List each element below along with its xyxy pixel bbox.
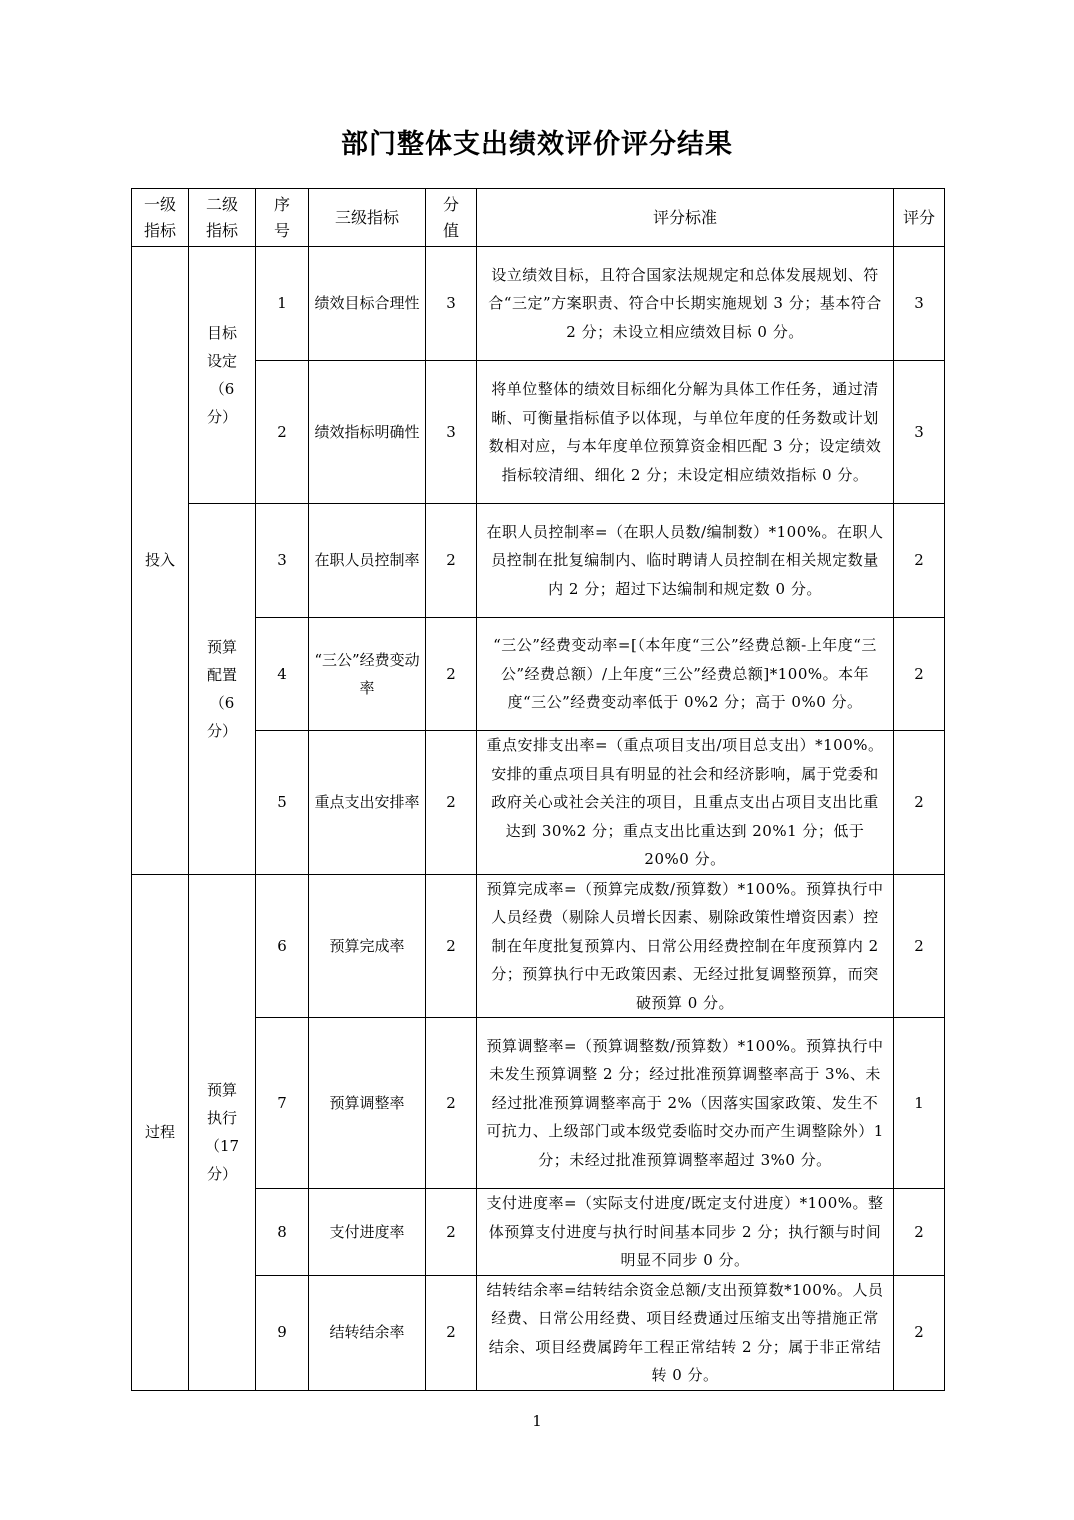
group-budget-allocation: 预算 配置 （6 分） <box>189 504 256 875</box>
row-seq: 8 <box>256 1189 309 1276</box>
row-indicator: 重点支出安排率 <box>309 731 426 875</box>
row-score: 2 <box>894 1189 945 1276</box>
row-indicator: 绩效指标明确性 <box>309 361 426 504</box>
row-criteria: “三公”经费变动率=[（本年度“三公”经费总额-上年度“三公”经费总额）/上年度“三公”经费总额]*100%。本年度“三公”经费变动率低于 0%2 分；高于 0%0 分。 <box>477 618 894 731</box>
group-process: 过程 <box>132 874 189 1390</box>
row-criteria: 将单位整体的绩效目标细化分解为具体工作任务，通过清晰、可衡量指标值予以体现，与单位年度的任务数或计划数相对应，与本年度单位预算资金相匹配 3 分；设定绩效指标较清细、细化 2 分；未设定相应绩效指标 0 分。 <box>477 361 894 504</box>
group-budget-execution: 预算 执行 （17 分） <box>189 874 256 1390</box>
header-weight: 分 值 <box>426 189 477 247</box>
row-score: 2 <box>894 874 945 1018</box>
group-target-setting: 目标 设定 （6 分） <box>189 247 256 504</box>
row-weight: 2 <box>426 504 477 618</box>
row-weight: 2 <box>426 731 477 875</box>
header-seq: 序 号 <box>256 189 309 247</box>
table-row <box>132 874 945 1018</box>
page-number: 1 <box>532 1412 542 1430</box>
row-weight: 3 <box>426 247 477 361</box>
header-score: 评分 <box>894 189 945 247</box>
row-seq: 5 <box>256 731 309 875</box>
row-seq: 9 <box>256 1275 309 1390</box>
row-score: 3 <box>894 361 945 504</box>
row-indicator: 在职人员控制率 <box>309 504 426 618</box>
header-criteria: 评分标准 <box>477 189 894 247</box>
header-level1: 一级 指标 <box>132 189 189 247</box>
score-table <box>131 188 945 1391</box>
row-seq: 4 <box>256 618 309 731</box>
row-indicator: 预算调整率 <box>309 1018 426 1189</box>
row-seq: 6 <box>256 874 309 1018</box>
row-seq: 3 <box>256 504 309 618</box>
row-weight: 2 <box>426 874 477 1018</box>
header-level2: 二级 指标 <box>189 189 256 247</box>
row-score: 2 <box>894 504 945 618</box>
table-header-row <box>132 189 945 247</box>
header-level3: 三级指标 <box>309 189 426 247</box>
row-criteria: 设立绩效目标，且符合国家法规规定和总体发展规划、符合“三定”方案职责、符合中长期实施规划 3 分；基本符合 2 分；未设立相应绩效目标 0 分。 <box>477 247 894 361</box>
row-criteria: 预算完成率=（预算完成数/预算数）*100%。预算执行中人员经费（剔除人员增长因素、剔除政策性增资因素）控制在年度批复预算内、日常公用经费控制在年度预算内 2 分；预算执行中无政策因素、无经过批复调整预算，而突破预算 0 分。 <box>477 874 894 1018</box>
row-weight: 2 <box>426 1275 477 1390</box>
row-seq: 2 <box>256 361 309 504</box>
row-weight: 2 <box>426 1189 477 1276</box>
row-indicator: 结转结余率 <box>309 1275 426 1390</box>
row-criteria: 在职人员控制率=（在职人员数/编制数）*100%。在职人员控制在批复编制内、临时聘请人员控制在相关规定数量内 2 分；超过下达编制和规定数 0 分。 <box>477 504 894 618</box>
document-title: 部门整体支出绩效评价评分结果 <box>341 129 733 160</box>
row-indicator: “三公”经费变动率 <box>309 618 426 731</box>
table-row <box>132 247 945 361</box>
row-weight: 2 <box>426 618 477 731</box>
row-seq: 7 <box>256 1018 309 1189</box>
table-row <box>132 504 945 618</box>
group-input: 投入 <box>132 247 189 875</box>
row-criteria: 支付进度率=（实际支付进度/既定支付进度）*100%。整体预算支付进度与执行时间基本同步 2 分；执行额与时间明显不同步 0 分。 <box>477 1189 894 1276</box>
row-weight: 2 <box>426 1018 477 1189</box>
row-criteria: 结转结余率=结转结余资金总额/支出预算数*100%。人员经费、日常公用经费、项目经费通过压缩支出等措施正常结余、项目经费属跨年工程正常结转 2 分；属于非正常结转 0 分。 <box>477 1275 894 1390</box>
row-score: 2 <box>894 731 945 875</box>
row-indicator: 绩效目标合理性 <box>309 247 426 361</box>
row-score: 2 <box>894 618 945 731</box>
row-seq: 1 <box>256 247 309 361</box>
row-indicator: 预算完成率 <box>309 874 426 1018</box>
row-score: 1 <box>894 1018 945 1189</box>
row-criteria: 预算调整率=（预算调整数/预算数）*100%。预算执行中未发生预算调整 2 分；经过批准预算调整率高于 3%、未经过批准预算调整率高于 2%（因落实国家政策、发生不可抗力、上级部门或本级党委临时交办而产生调整除外）1 分；未经过批准预算调整率超过 3%0 分。 <box>477 1018 894 1189</box>
row-score: 3 <box>894 247 945 361</box>
row-indicator: 支付进度率 <box>309 1189 426 1276</box>
row-criteria: 重点安排支出率=（重点项目支出/项目总支出）*100%。安排的重点项目具有明显的社会和经济影响，属于党委和政府关心或社会关注的项目，且重点支出占项目支出比重达到 30%2 分；重点支出比重达到 20%1 分；低于 20%0 分。 <box>477 731 894 875</box>
row-score: 2 <box>894 1275 945 1390</box>
row-weight: 3 <box>426 361 477 504</box>
